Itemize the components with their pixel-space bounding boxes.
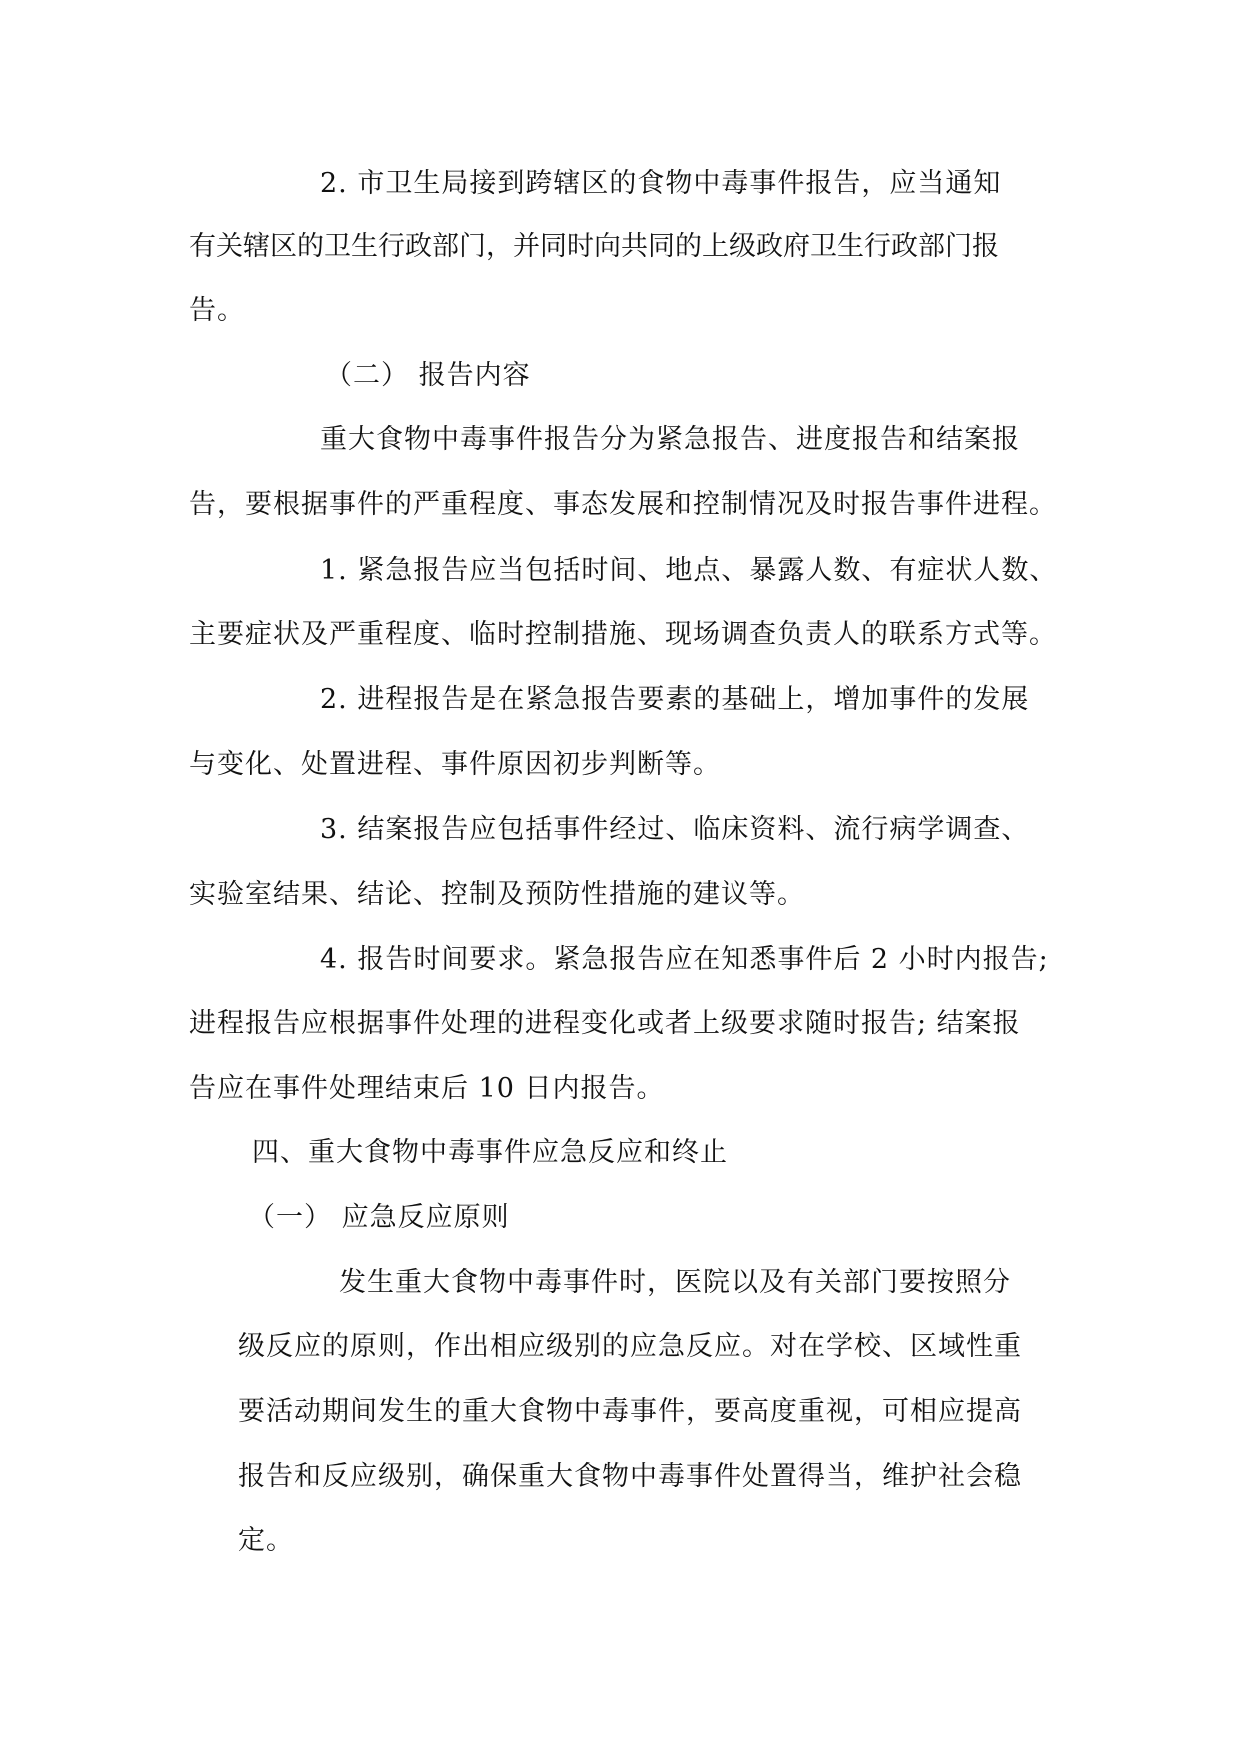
text-line: 告，要根据事件的严重程度、事态发展和控制情况及时报告事件进程。 [189, 489, 1057, 520]
text-line: 报告和反应级别，确保重大食物中毒事件处置得当，维护社会稳 [238, 1461, 1022, 1492]
section-heading: 四、重大食物中毒事件应急反应和终止 [252, 1137, 728, 1168]
text-line: 3. 结案报告应包括事件经过、临床资料、流行病学调查、 [320, 814, 1030, 845]
text-line: 主要症状及严重程度、临时控制措施、现场调查负责人的联系方式等。 [189, 619, 1057, 650]
text-line: 实验室结果、结论、控制及预防性措施的建议等。 [189, 879, 805, 910]
text-line: 1. 紧急报告应当包括时间、地点、暴露人数、有症状人数、 [320, 555, 1058, 586]
line-text: 有关辖区的卫生行政部门，并同时向共同的上级政府卫生行政部门报 [189, 231, 999, 262]
text-line: 要活动期间发生的重大食物中毒事件，要高度重视，可相应提高 [238, 1396, 1022, 1427]
text-line: 告。 [189, 295, 245, 326]
text-line: 重大食物中毒事件报告分为紧急报告、进度报告和结案报 [320, 424, 1020, 455]
text-line: 定。 [238, 1525, 294, 1556]
text-line: 发生重大食物中毒事件时，医院以及有关部门要按照分 [339, 1267, 1011, 1298]
text-line: 告应在事件处理结束后 10 日内报告。 [189, 1073, 665, 1104]
text-line: 级反应的原则，作出相应级别的应急反应。对在学校、区域性重 [238, 1331, 1022, 1362]
text-line: 与变化、处置进程、事件原因初步判断等。 [189, 749, 721, 780]
text-line: 2. 市卫生局接到跨辖区的食物中毒事件报告，应当通知 [320, 168, 1002, 199]
text-line: 4. 报告时间要求。紧急报告应在知悉事件后 2 小时内报告; [320, 944, 1049, 975]
text-line: 2. 进程报告是在紧急报告要素的基础上，增加事件的发展 [320, 684, 1030, 715]
section-heading: （一） 应急反应原则 [248, 1202, 510, 1233]
text-line [189, 233, 1061, 260]
text-line: 进程报告应根据事件处理的进程变化或者上级要求随时报告; 结案报 [189, 1008, 1021, 1039]
section-heading: （二） 报告内容 [325, 360, 531, 391]
